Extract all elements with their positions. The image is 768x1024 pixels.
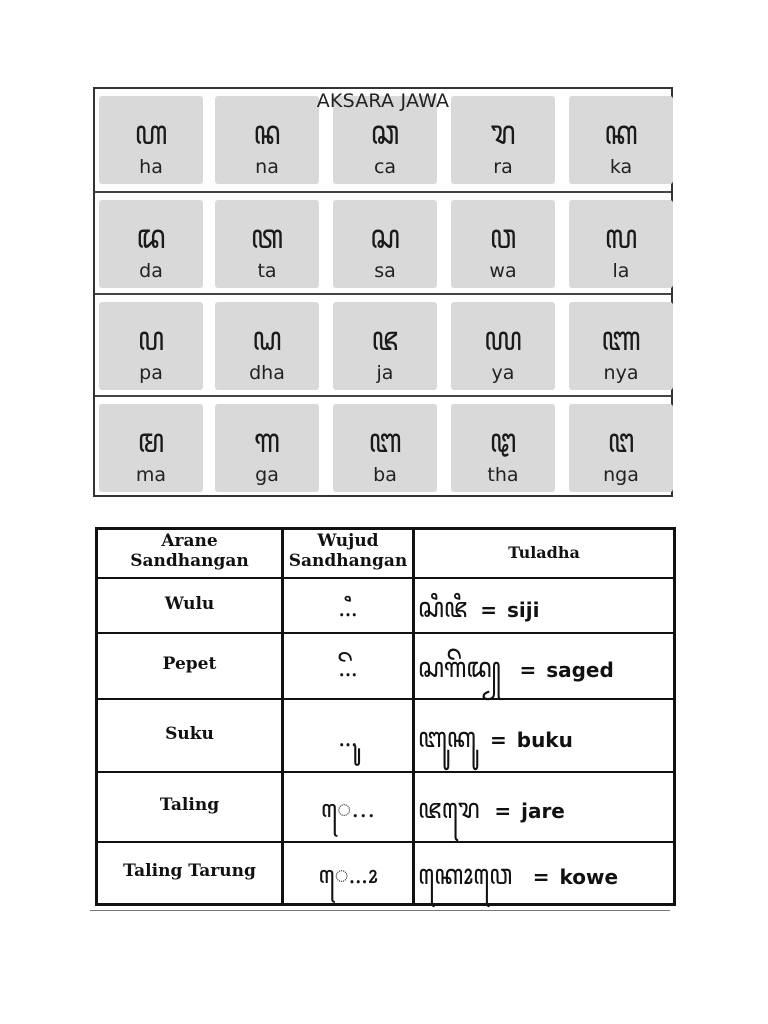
aksara-cell-ga xyxy=(215,404,319,492)
aksara-latin-label: ha xyxy=(139,156,163,178)
aksara-latin-label: ra xyxy=(493,156,513,178)
aksara-latin-label: ja xyxy=(376,362,394,384)
sandhangan-name: Taling xyxy=(159,795,220,815)
header-tuladha: Tuladha xyxy=(508,543,580,562)
chart-row-divider xyxy=(95,191,671,193)
aksara-latin-label: tha xyxy=(487,464,519,486)
example-equals-sign: = xyxy=(480,597,497,622)
aksara-latin-label: nya xyxy=(603,362,639,384)
bottom-divider xyxy=(90,910,670,911)
aksara-glyph: ꦪ xyxy=(484,319,522,359)
aksara-latin-label: na xyxy=(255,156,279,178)
aksara-glyph: ꦚ xyxy=(601,319,641,359)
aksara-cell-dha xyxy=(215,302,319,390)
aksara-latin-label: wa xyxy=(489,260,517,282)
header-arane-sandhangan xyxy=(98,531,281,571)
header-line: Sandhangan xyxy=(288,551,408,571)
sandhangan-example xyxy=(418,586,674,643)
example-equals-sign: = xyxy=(489,727,507,752)
aksara-glyph: ꦕ xyxy=(370,113,400,153)
example-javanese-text: ꦱꦶꦗꦶ xyxy=(418,590,468,624)
aksara-latin-label: ka xyxy=(609,156,633,178)
aksara-glyph: ꦔ xyxy=(607,421,635,461)
header-line: Sandhangan xyxy=(130,551,249,571)
aksara-cell-sa xyxy=(333,200,437,288)
example-javanese-text: ꦱꦒꦼꦢ꧀ xyxy=(418,651,501,684)
table-row-divider xyxy=(98,577,673,579)
header-line: Wujud xyxy=(317,531,379,551)
aksara-cell-ya xyxy=(451,302,555,390)
aksara-glyph: ꦱ xyxy=(370,217,400,257)
aksara-glyph: ꦝ xyxy=(252,319,282,359)
aksara-glyph: ꦲ xyxy=(134,113,168,153)
aksara-glyph: ꦏ xyxy=(604,113,638,153)
example-latin-text: jare xyxy=(521,799,565,823)
aksara-cell-ja xyxy=(333,302,437,390)
table-column-divider xyxy=(412,530,415,903)
aksara-glyph: ꦭ xyxy=(604,217,638,257)
aksara-latin-label: nga xyxy=(603,464,639,486)
aksara-cell-ba xyxy=(333,404,437,492)
aksara-latin-label: ya xyxy=(491,362,515,384)
aksara-glyph: ꦥ xyxy=(137,319,165,359)
aksara-jawa-chart xyxy=(93,87,673,497)
aksara-latin-label: pa xyxy=(139,362,163,384)
chart-row-divider xyxy=(95,395,671,397)
example-latin-text: saged xyxy=(546,658,614,682)
aksara-glyph: ꦫ xyxy=(490,113,516,153)
aksara-latin-label: ba xyxy=(373,464,397,486)
aksara-cell-pa xyxy=(99,302,203,390)
sandhangan-table xyxy=(95,527,676,906)
sandhangan-form: …ꦼ xyxy=(338,654,358,682)
sandhangan-example xyxy=(418,646,674,703)
aksara-latin-label: sa xyxy=(374,260,396,282)
aksara-glyph: ꦮ xyxy=(489,217,517,257)
table-column-divider xyxy=(281,530,284,903)
sandhangan-example xyxy=(418,787,674,844)
example-latin-text: siji xyxy=(506,597,540,622)
sandhangan-form: ꦺ… xyxy=(320,795,376,823)
sandhangan-example xyxy=(418,853,674,910)
header-line: Arane xyxy=(161,531,218,551)
sandhangan-form: …ꦶ xyxy=(338,593,358,622)
aksara-cell-da xyxy=(99,200,203,288)
example-equals-sign: = xyxy=(532,865,550,889)
sandhangan-name: Pepet xyxy=(162,654,217,674)
aksara-latin-label: ca xyxy=(373,156,397,178)
example-latin-text: kowe xyxy=(559,865,619,889)
aksara-cell-ma xyxy=(99,404,203,492)
sandhangan-form: ꦺ…ꦴ xyxy=(318,861,378,889)
example-javanese-text: ꦗꦫꦺ xyxy=(418,792,480,825)
example-equals-sign: = xyxy=(519,658,537,682)
aksara-glyph: ꦤ xyxy=(253,113,281,153)
aksara-cell-nga xyxy=(569,404,673,492)
aksara-glyph: ꦢ xyxy=(136,217,166,257)
example-latin-text: buku xyxy=(516,727,573,752)
aksara-glyph: ꦒ xyxy=(254,421,280,461)
aksara-latin-label: da xyxy=(139,260,163,282)
example-javanese-text: ꦧꦸꦏꦸ xyxy=(418,720,476,754)
aksara-latin-label: dha xyxy=(249,362,285,384)
aksara-glyph: ꦗ xyxy=(371,319,399,359)
sandhangan-name: Taling Tarung xyxy=(123,861,256,881)
aksara-cell-wa xyxy=(451,200,555,288)
sandhangan-example xyxy=(418,716,674,773)
sandhangan-name: Wulu xyxy=(164,593,215,614)
aksara-glyph: ꦧ xyxy=(368,421,402,461)
header-wujud-sandhangan xyxy=(284,531,412,571)
aksara-latin-label: la xyxy=(612,260,630,282)
sandhangan-name: Suku xyxy=(165,723,214,744)
sandhangan-form: …ꦸ xyxy=(338,723,358,752)
aksara-glyph: ꦩ xyxy=(137,421,165,461)
aksara-glyph: ꦛ xyxy=(489,421,517,461)
example-javanese-text: ꦏꦺꦴꦮꦺ xyxy=(418,858,513,891)
chart-row-divider xyxy=(95,293,671,295)
aksara-latin-label: ma xyxy=(135,464,167,486)
aksara-cell-la xyxy=(569,200,673,288)
aksara-cell-tha xyxy=(451,404,555,492)
aksara-latin-label: ga xyxy=(255,464,279,486)
chart-title: AKSARA JAWA xyxy=(316,90,450,112)
aksara-latin-label: ta xyxy=(257,260,277,282)
aksara-cell-nya xyxy=(569,302,673,390)
aksara-cell-ta xyxy=(215,200,319,288)
example-equals-sign: = xyxy=(494,799,512,823)
aksara-glyph: ꦠ xyxy=(250,217,284,257)
